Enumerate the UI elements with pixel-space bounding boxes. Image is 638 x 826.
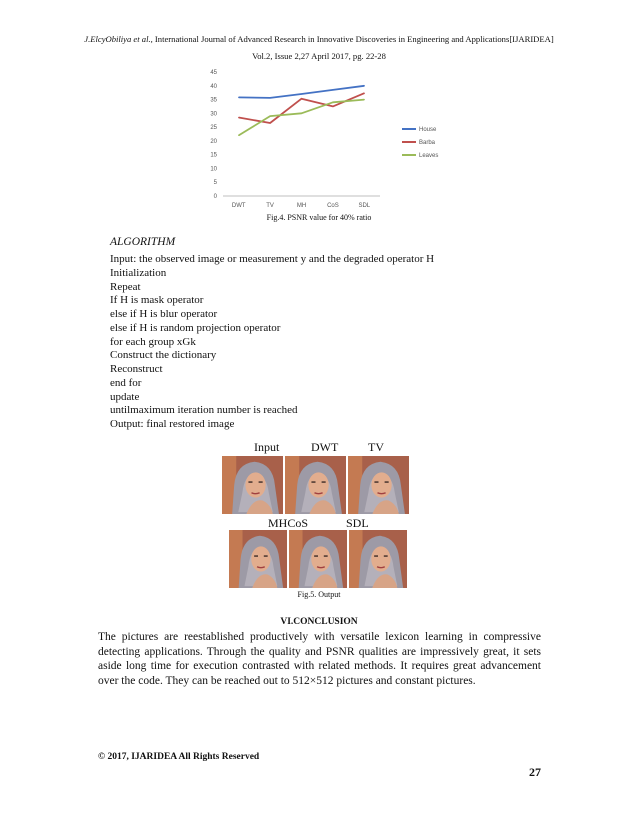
legend-label: Barba — [419, 140, 436, 146]
data-point — [270, 97, 271, 98]
data-point — [301, 98, 302, 99]
data-point — [270, 122, 271, 123]
section-heading: VI.CONCLUSION — [280, 617, 358, 627]
legend-label: Leaves — [419, 153, 439, 159]
label-tv: TV — [368, 440, 384, 454]
x-tick-label: MH — [296, 203, 307, 209]
algorithm-line: Reconstruct — [110, 363, 163, 375]
data-point — [332, 89, 333, 90]
data-point — [364, 99, 365, 100]
conclusion-paragraph: The pictures are reestablished productively with versatile lexicon learning in compressive detecting applications. Through the quality and PSNR qualities are impressively great, it sets aside long time for execution contrasted with related methods. It requires great advancement over the code. They can be reached out to 512×512 pictures and constant pictures. — [98, 631, 541, 687]
data-point — [238, 117, 239, 118]
algorithm-line: Initialization — [110, 266, 167, 279]
data-point — [238, 135, 239, 136]
output-image-sdl — [349, 530, 407, 588]
algorithm-line: for each group xGk — [110, 335, 196, 348]
algorithm-line: Construct the dictionary — [110, 349, 217, 362]
label-mhcos: MHCoS — [268, 516, 309, 530]
output-image-tv — [348, 456, 409, 514]
data-point — [332, 102, 333, 103]
output-image-cos — [289, 530, 347, 588]
algorithm-body — [110, 253, 434, 432]
page-number: 27 — [529, 765, 541, 779]
output-image-mh — [229, 530, 287, 588]
algorithm-line: else if H is blur operator — [110, 308, 218, 320]
data-point — [301, 113, 302, 114]
algorithm-line: untilmaximum iteration number is reached — [110, 404, 298, 417]
y-tick-label: 15 — [210, 152, 217, 159]
algorithm-line: Repeat — [110, 280, 141, 293]
data-point — [270, 115, 271, 116]
data-point — [364, 93, 365, 94]
algorithm-line: end for — [110, 376, 142, 389]
data-point — [238, 97, 239, 98]
data-point — [332, 106, 333, 107]
legend-label: House — [419, 127, 437, 133]
x-tick-label: SDL — [358, 203, 371, 209]
algorithm-title: ALGORITHM — [110, 236, 176, 248]
series-line-house — [239, 86, 365, 98]
algorithm-line: Output: final restored image — [110, 418, 235, 430]
label-dwt: DWT — [311, 440, 339, 454]
y-tick-label: 10 — [210, 166, 217, 173]
output-image-dwt — [285, 456, 346, 514]
psnr-line-chart — [195, 64, 455, 214]
algorithm-line: If H is mask operator — [110, 294, 204, 307]
y-tick-label: 45 — [210, 70, 217, 76]
y-tick-label: 0 — [213, 194, 217, 200]
figure-4-caption: Fig.4. PSNR value for 40% ratio — [266, 213, 372, 222]
data-point — [301, 93, 302, 94]
header-journal: International Journal of Advanced Research in Innovative Discoveries in Engineering and Applications[IJARIDEA] — [152, 34, 554, 44]
running-header — [0, 34, 638, 44]
series-line-leaves — [239, 100, 365, 136]
figure-5-caption: Fig.5. Output — [297, 590, 341, 599]
algorithm-line: update — [110, 390, 140, 403]
y-tick-label: 25 — [210, 125, 217, 132]
x-tick-label: DWT — [231, 203, 246, 209]
label-input: Input — [254, 440, 280, 454]
y-tick-label: 35 — [210, 97, 217, 104]
y-tick-label: 5 — [213, 180, 217, 187]
y-tick-label: 20 — [210, 138, 217, 145]
header-issue: Vol.2, Issue 2,27 April 2017, pg. 22-28 — [252, 51, 386, 61]
footer-copyright: © 2017, IJARIDEA All Rights Reserved — [98, 752, 260, 762]
x-tick-label: CoS — [327, 203, 339, 209]
algorithm-line: else if H is random projection operator — [110, 321, 281, 334]
y-tick-label: 30 — [210, 111, 217, 118]
data-point — [364, 85, 365, 86]
label-sdl: SDL — [346, 516, 369, 530]
algorithm-line: Input: the observed image or measurement y and the degraded operator H — [110, 253, 435, 265]
header-authors: J.ElcyObiliya et al., — [84, 34, 153, 44]
x-tick-label: TV — [266, 203, 274, 209]
output-image-input — [222, 456, 283, 514]
y-tick-label: 40 — [210, 83, 217, 90]
